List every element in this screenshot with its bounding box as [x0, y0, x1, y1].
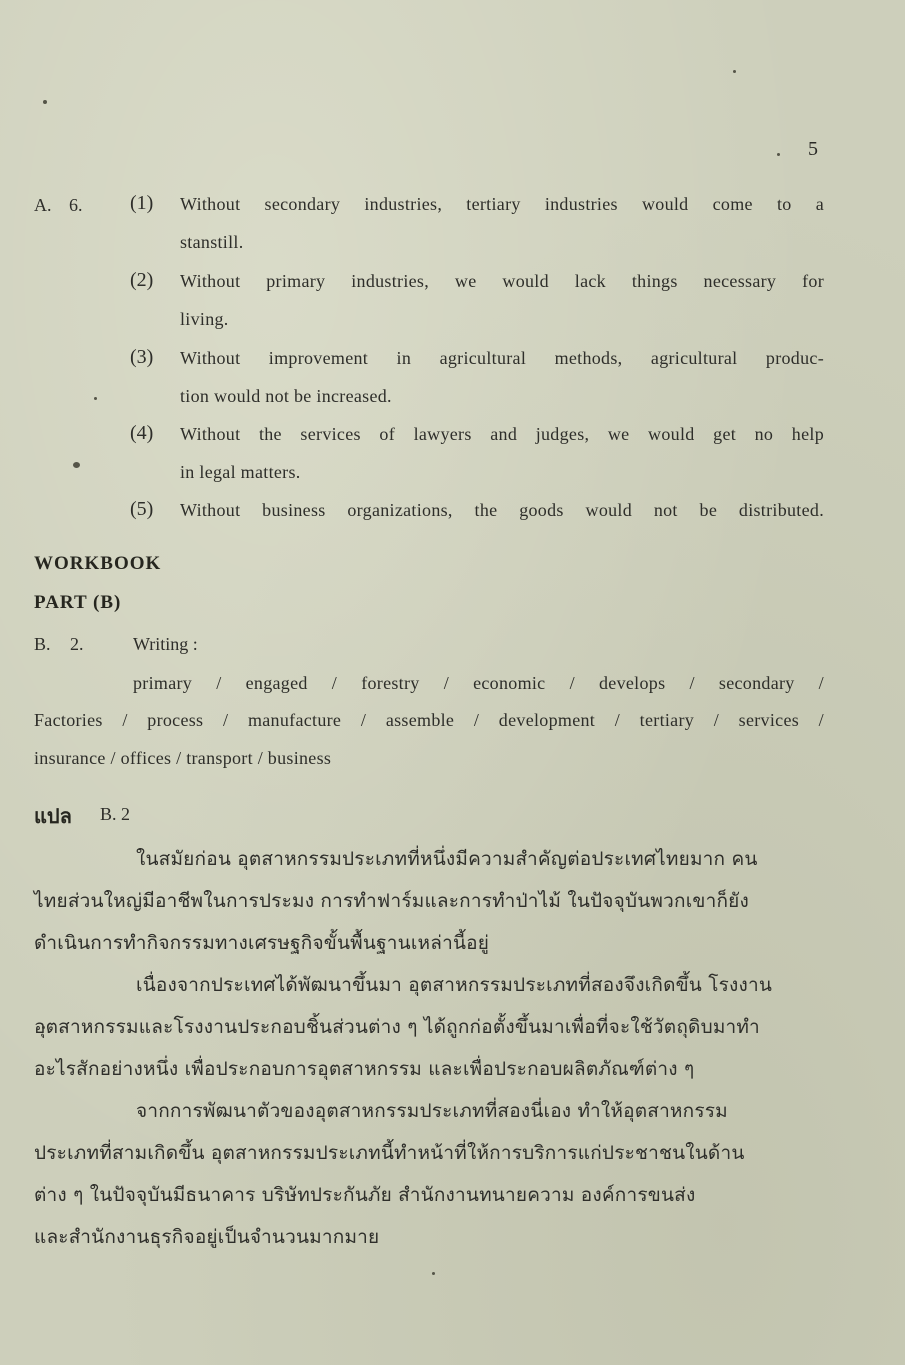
workbook-title: WORKBOOK: [34, 553, 162, 574]
paper-speck: [777, 153, 780, 156]
translation-line-7: จากการพัฒนาตัวของอุตสาหกรรมประเภทที่สองนี่เอง ทำให้อุตสาหกรรม: [136, 1100, 728, 1122]
item-4-line-2: in legal matters.: [180, 462, 301, 482]
item-number-3: (3): [130, 346, 154, 368]
word-list-line-1: primary / engaged / forestry / economic / develops / secondary /: [133, 673, 824, 693]
item-3-line-2: tion would not be increased.: [180, 386, 392, 406]
word-list-line-3: insurance / offices / transport / business: [34, 748, 332, 768]
translation-line-5: อุตสาหกรรมและโรงงานประกอบชิ้นส่วนต่าง ๆ ได้ถูกก่อตั้งขึ้นมาเพื่อที่จะใช้วัตถุดิบมาทำ: [34, 1016, 760, 1038]
item-1-line-2: stanstill.: [180, 232, 244, 252]
translation-line-8: ประเภทที่สามเกิดขึ้น อุตสาหกรรมประเภทนี้ทำหน้าที่ให้การบริการแก่ประชาชนในด้าน: [34, 1142, 745, 1164]
question-number-2: 2.: [70, 634, 84, 654]
translation-reference: B. 2: [100, 804, 131, 824]
translation-line-2: ไทยส่วนใหญ่มีอาชีพในการประมง การทำฟาร์มและการทำป่าไม้ ในปัจจุบันพวกเขาก็ยัง: [34, 890, 749, 912]
item-2-line-1: Without primary industries, we would lack things necessary for: [180, 271, 824, 291]
item-5-line-1: Without business organizations, the goods would not be distributed.: [180, 500, 824, 520]
item-1-line-1: Without secondary industries, tertiary industries would come to a: [180, 194, 824, 214]
translation-heading: แปล: [34, 804, 72, 828]
item-number-1: (1): [130, 192, 154, 214]
translation-line-9: ต่าง ๆ ในปัจจุบันมีธนาคาร บริษัทประกันภัย สำนักงานทนายความ องค์การขนส่ง: [34, 1184, 696, 1206]
item-number-2: (2): [130, 269, 154, 291]
translation-line-4: เนื่องจากประเทศได้พัฒนาขึ้นมา อุตสาหกรรมประเภทที่สองจึงเกิดขึ้น โรงงาน: [136, 974, 773, 996]
paper-speck: [94, 397, 97, 400]
question-number-6: 6.: [69, 195, 83, 215]
translation-line-6: อะไรสักอย่างหนึ่ง เพื่อประกอบการอุตสาหกรรม และเพื่อประกอบผลิตภัณฑ์ต่าง ๆ: [34, 1058, 695, 1080]
item-number-5: (5): [130, 498, 154, 520]
part-title: PART (B): [34, 592, 122, 613]
item-3-line-1: Without improvement in agricultural methods, agricultural produc-: [180, 348, 824, 368]
paper-speck: [43, 100, 47, 104]
item-4-line-1: Without the services of lawyers and judges, we would get no help: [180, 424, 824, 444]
translation-line-10: และสำนักงานธุรกิจอยู่เป็นจำนวนมากมาย: [34, 1226, 380, 1248]
writing-label: Writing :: [133, 634, 198, 654]
paper-speck: [733, 70, 736, 73]
word-list-line-2: Factories / process / manufacture / assemble / development / tertiary / services /: [34, 710, 824, 730]
translation-line-3: ดำเนินการทำกิจกรรมทางเศรษฐกิจขั้นพื้นฐานเหล่านี้อยู่: [34, 932, 490, 954]
page-number: 5: [808, 138, 818, 160]
section-label-a: A.: [34, 195, 52, 215]
item-number-4: (4): [130, 422, 154, 444]
item-2-line-2: living.: [180, 309, 229, 329]
paper-speck: [432, 1272, 435, 1275]
translation-line-1: ในสมัยก่อน อุตสาหกรรมประเภทที่หนึ่งมีความสำคัญต่อประเทศไทยมาก คน: [136, 848, 758, 870]
paper-speck: [73, 462, 80, 468]
section-label-b: B.: [34, 634, 51, 654]
